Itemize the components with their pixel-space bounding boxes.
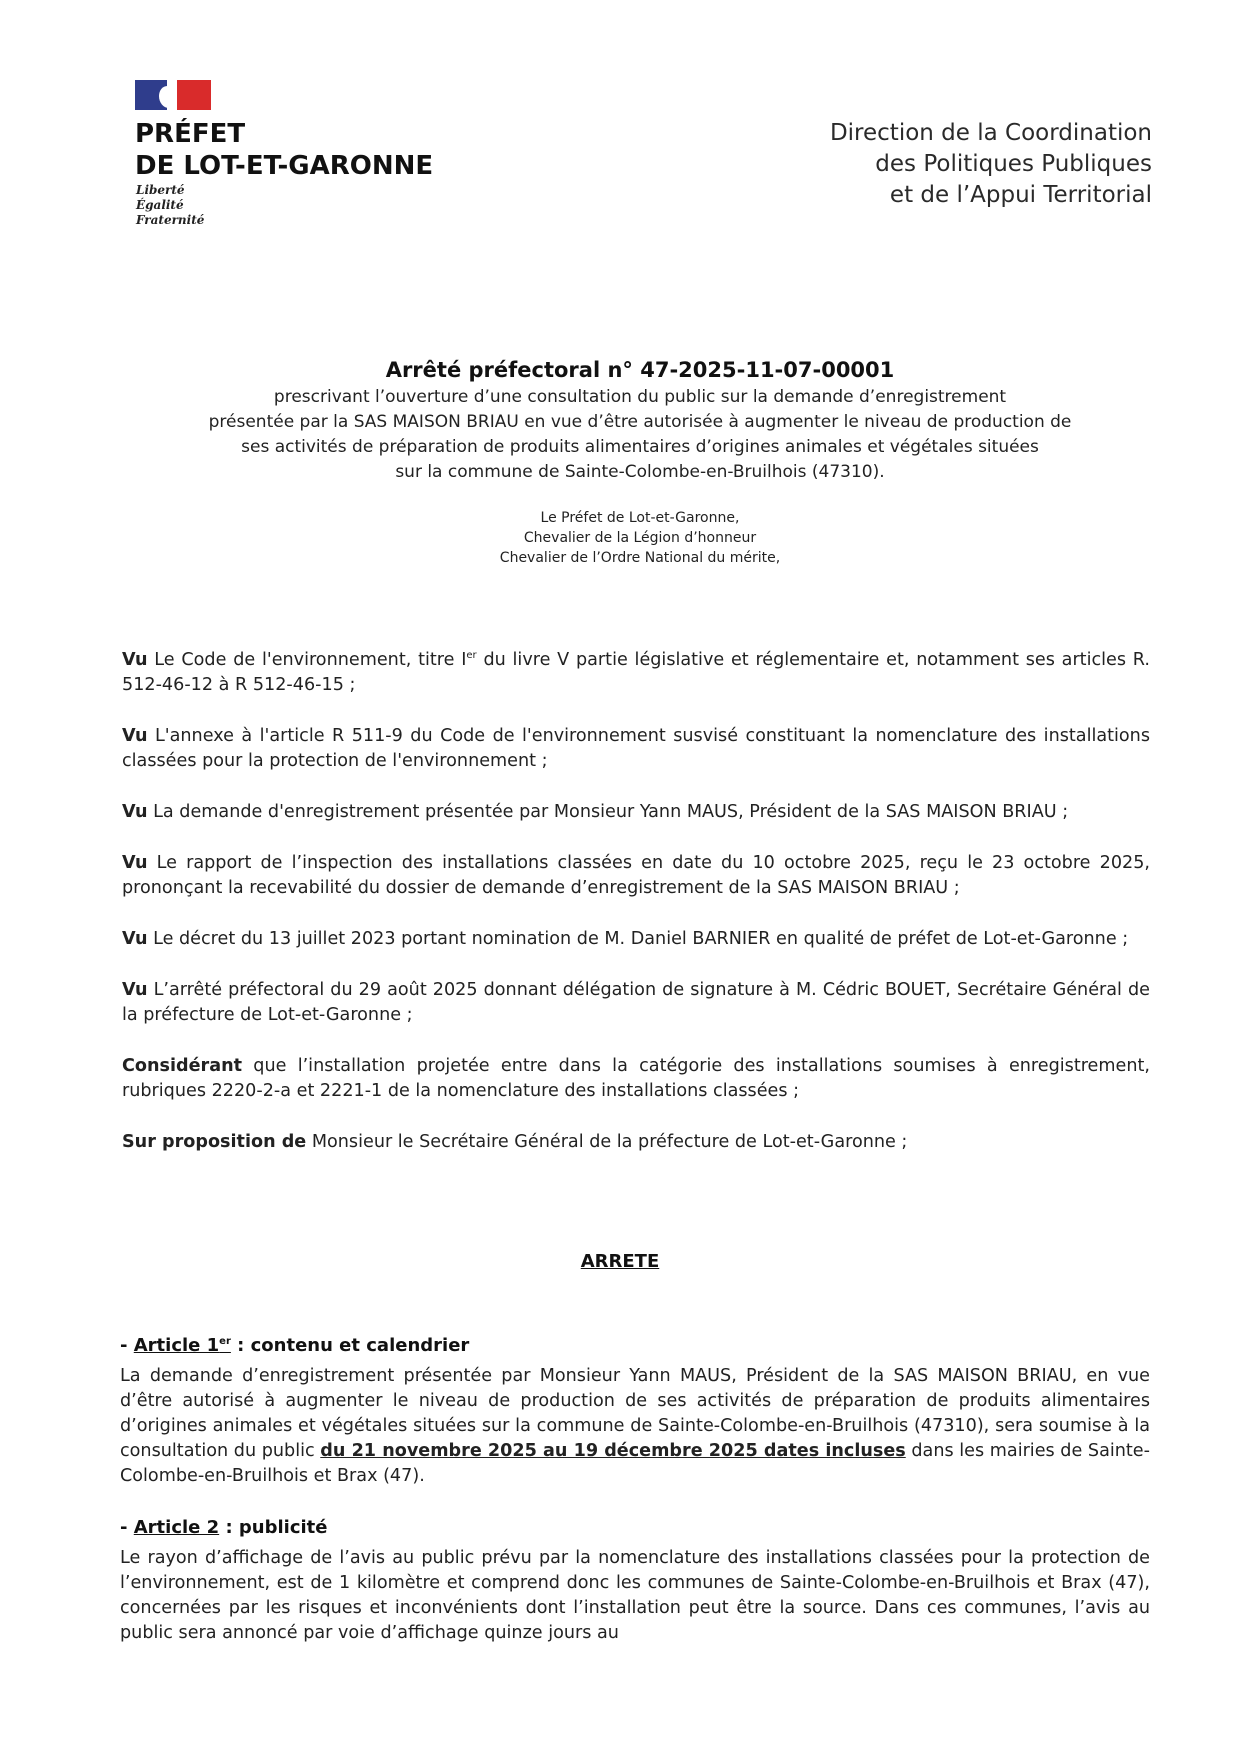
- article-1-num-text: Article 1: [133, 1335, 220, 1356]
- subtitle-line: sur la commune de Sainte-Colombe-en-Bruilhois (47310).: [395, 462, 885, 482]
- proposition-text: Monsieur le Secrétaire Général de la préfecture de Lot-et-Garonne ;: [306, 1132, 908, 1152]
- prefet-line-1: PRÉFET: [135, 119, 246, 149]
- devise: [136, 183, 256, 228]
- article-1-dates: du 21 novembre 2025 au 19 décembre 2025 dates incluses: [320, 1441, 906, 1461]
- visa-sup: er: [466, 650, 477, 662]
- arrete-heading: [0, 1251, 1240, 1272]
- prefet-block-title: [135, 118, 475, 182]
- visa-text: Le rapport de l’inspection des installations classées en date du 10 octobre 2025, reçu le 23 octobre 2025, prononçant la recevabilité du dossier de demande d’enregistrement de la SAS MAISON BRIAU ;: [122, 853, 1150, 898]
- subtitle-line: prescrivant l’ouverture d’une consultation du public sur la demande d’enregistrement: [273, 387, 1007, 407]
- article-2-number: Article 2: [133, 1517, 220, 1538]
- article-1-number: [134, 1335, 231, 1356]
- article-2-text: Le rayon d’affichage de l’avis au public prévu par la nomenclature des installations classées pour la protection de l’environnement, est de 1 kilomètre et comprend donc les communes de Sainte-Colombe-en-Bruilhois et Brax (47), concernées par les risques et inconvénients dont l’installation peut être la source. Dans ces communes, l’avis au public sera annoncé par voie d’affichage quinze jours au: [120, 1548, 1150, 1643]
- visa-text: L’arrêté préfectoral du 29 août 2025 donnant délégation de signature à M. Cédric BOUET, Secrétaire Général de la préfecture de Lot-et-Garonne ;: [122, 980, 1150, 1025]
- article-dash: -: [120, 1335, 134, 1356]
- subtitle-line: ses activités de préparation de produits alimentaires d’origines animales et végétales situées: [241, 437, 1039, 457]
- article-2-title: : publicité: [219, 1517, 328, 1538]
- visa-text: Le décret du 13 juillet 2023 portant nomination de M. Daniel BARNIER en qualité de préfet de Lot-et-Garonne ;: [147, 929, 1129, 949]
- visa-lead: Vu: [122, 650, 148, 670]
- visa-lead: Vu: [122, 853, 148, 873]
- visa-paragraph: [122, 648, 1150, 698]
- direction-header: [830, 118, 1152, 211]
- visa-paragraph: [122, 724, 1150, 774]
- proposition-lead: Sur proposition de: [122, 1132, 307, 1152]
- devise-egalite: Égalité: [136, 198, 184, 212]
- article-1-text: [120, 1364, 1150, 1489]
- visa-lead: Vu: [122, 726, 148, 746]
- article-1-text-b: dans les mairies de Sainte-Colombe-en-Bruilhois et Brax (47).: [120, 1441, 1150, 1486]
- arrete-subtitle: [120, 385, 1160, 485]
- visa-text: La demande d'enregistrement présentée par Monsieur Yann MAUS, Président de la SAS MAISON BRIAU ;: [147, 802, 1069, 822]
- visa-text: du livre V partie législative et réglementaire et, notamment ses articles R. 512-46-12 à R 512-46-15 ;: [122, 650, 1150, 695]
- visa-paragraph: [122, 800, 1150, 825]
- devise-liberte: Liberté: [136, 183, 185, 197]
- prefet-quality-line: Chevalier de l’Ordre National du mérite,: [499, 550, 781, 566]
- proposition-paragraph: [122, 1130, 1150, 1155]
- article-1-title: : contenu et calendrier: [230, 1335, 470, 1356]
- logo-red-band: [177, 80, 211, 110]
- article-1-heading: [120, 1333, 1150, 1358]
- direction-line-3: et de l’Appui Territorial: [889, 182, 1152, 208]
- considerant-lead: Considérant: [122, 1056, 243, 1076]
- prefet-quality-line: Chevalier de la Légion d’honneur: [523, 530, 757, 546]
- article-1: [120, 1333, 1150, 1489]
- marianne-logo: [135, 80, 211, 110]
- visa-text: Le Code de l'environnement, titre I: [147, 650, 467, 670]
- visa-lead: Vu: [122, 980, 148, 1000]
- visa-text: L'annexe à l'article R 511-9 du Code de l'environnement susvisé constituant la nomenclature des installations classées pour la protection de l'environnement ;: [122, 726, 1150, 771]
- article-2: [120, 1515, 1150, 1646]
- marianne-profile-icon: [159, 86, 177, 108]
- prefet-line-2: DE LOT-ET-GARONNE: [135, 151, 434, 181]
- article-1-sup: er: [219, 1336, 231, 1347]
- visa-lead: Vu: [122, 929, 148, 949]
- arrete-label: ARRETE: [580, 1251, 660, 1272]
- arrete-title: Arrêté préfectoral n° 47-2025-11-07-00001: [385, 358, 895, 382]
- article-dash: -: [120, 1517, 134, 1538]
- prefet-quality-line: Le Préfet de Lot-et-Garonne,: [540, 510, 740, 526]
- visa-lead: Vu: [122, 802, 148, 822]
- direction-line-1: Direction de la Coordination: [829, 120, 1152, 146]
- visa-paragraph: [122, 851, 1150, 901]
- visa-paragraph: [122, 978, 1150, 1028]
- visa-paragraph: [122, 927, 1150, 952]
- devise-fraternite: Fraternité: [136, 213, 205, 227]
- subtitle-line: présentée par la SAS MAISON BRIAU en vue d’être autorisée à augmenter le niveau de production de: [208, 412, 1072, 432]
- article-1-text-a: La demande d’enregistrement présentée par Monsieur Yann MAUS, Président de la SAS MAISON BRIAU, en vue d’être autorisé à augmenter le niveau de production de ses activités de préparation de produits alimentaires d’origines animales et végétales situées sur la commune de Sainte-Colombe-en-Bruilhois (47310), sera soumise à la consultation du public: [120, 1366, 1150, 1461]
- considerant-text: que l’installation projetée entre dans la catégorie des installations soumises à enregistrement, rubriques 2220-2-a et 2221-1 de la nomenclature des installations classées ;: [122, 1056, 1150, 1101]
- direction-line-2: des Politiques Publiques: [875, 151, 1152, 177]
- visas-section: [122, 648, 1150, 1181]
- prefet-quality: [320, 508, 960, 568]
- arrete-title-block: [120, 355, 1160, 485]
- considerant-paragraph: [122, 1054, 1150, 1104]
- article-2-heading: [120, 1515, 1150, 1540]
